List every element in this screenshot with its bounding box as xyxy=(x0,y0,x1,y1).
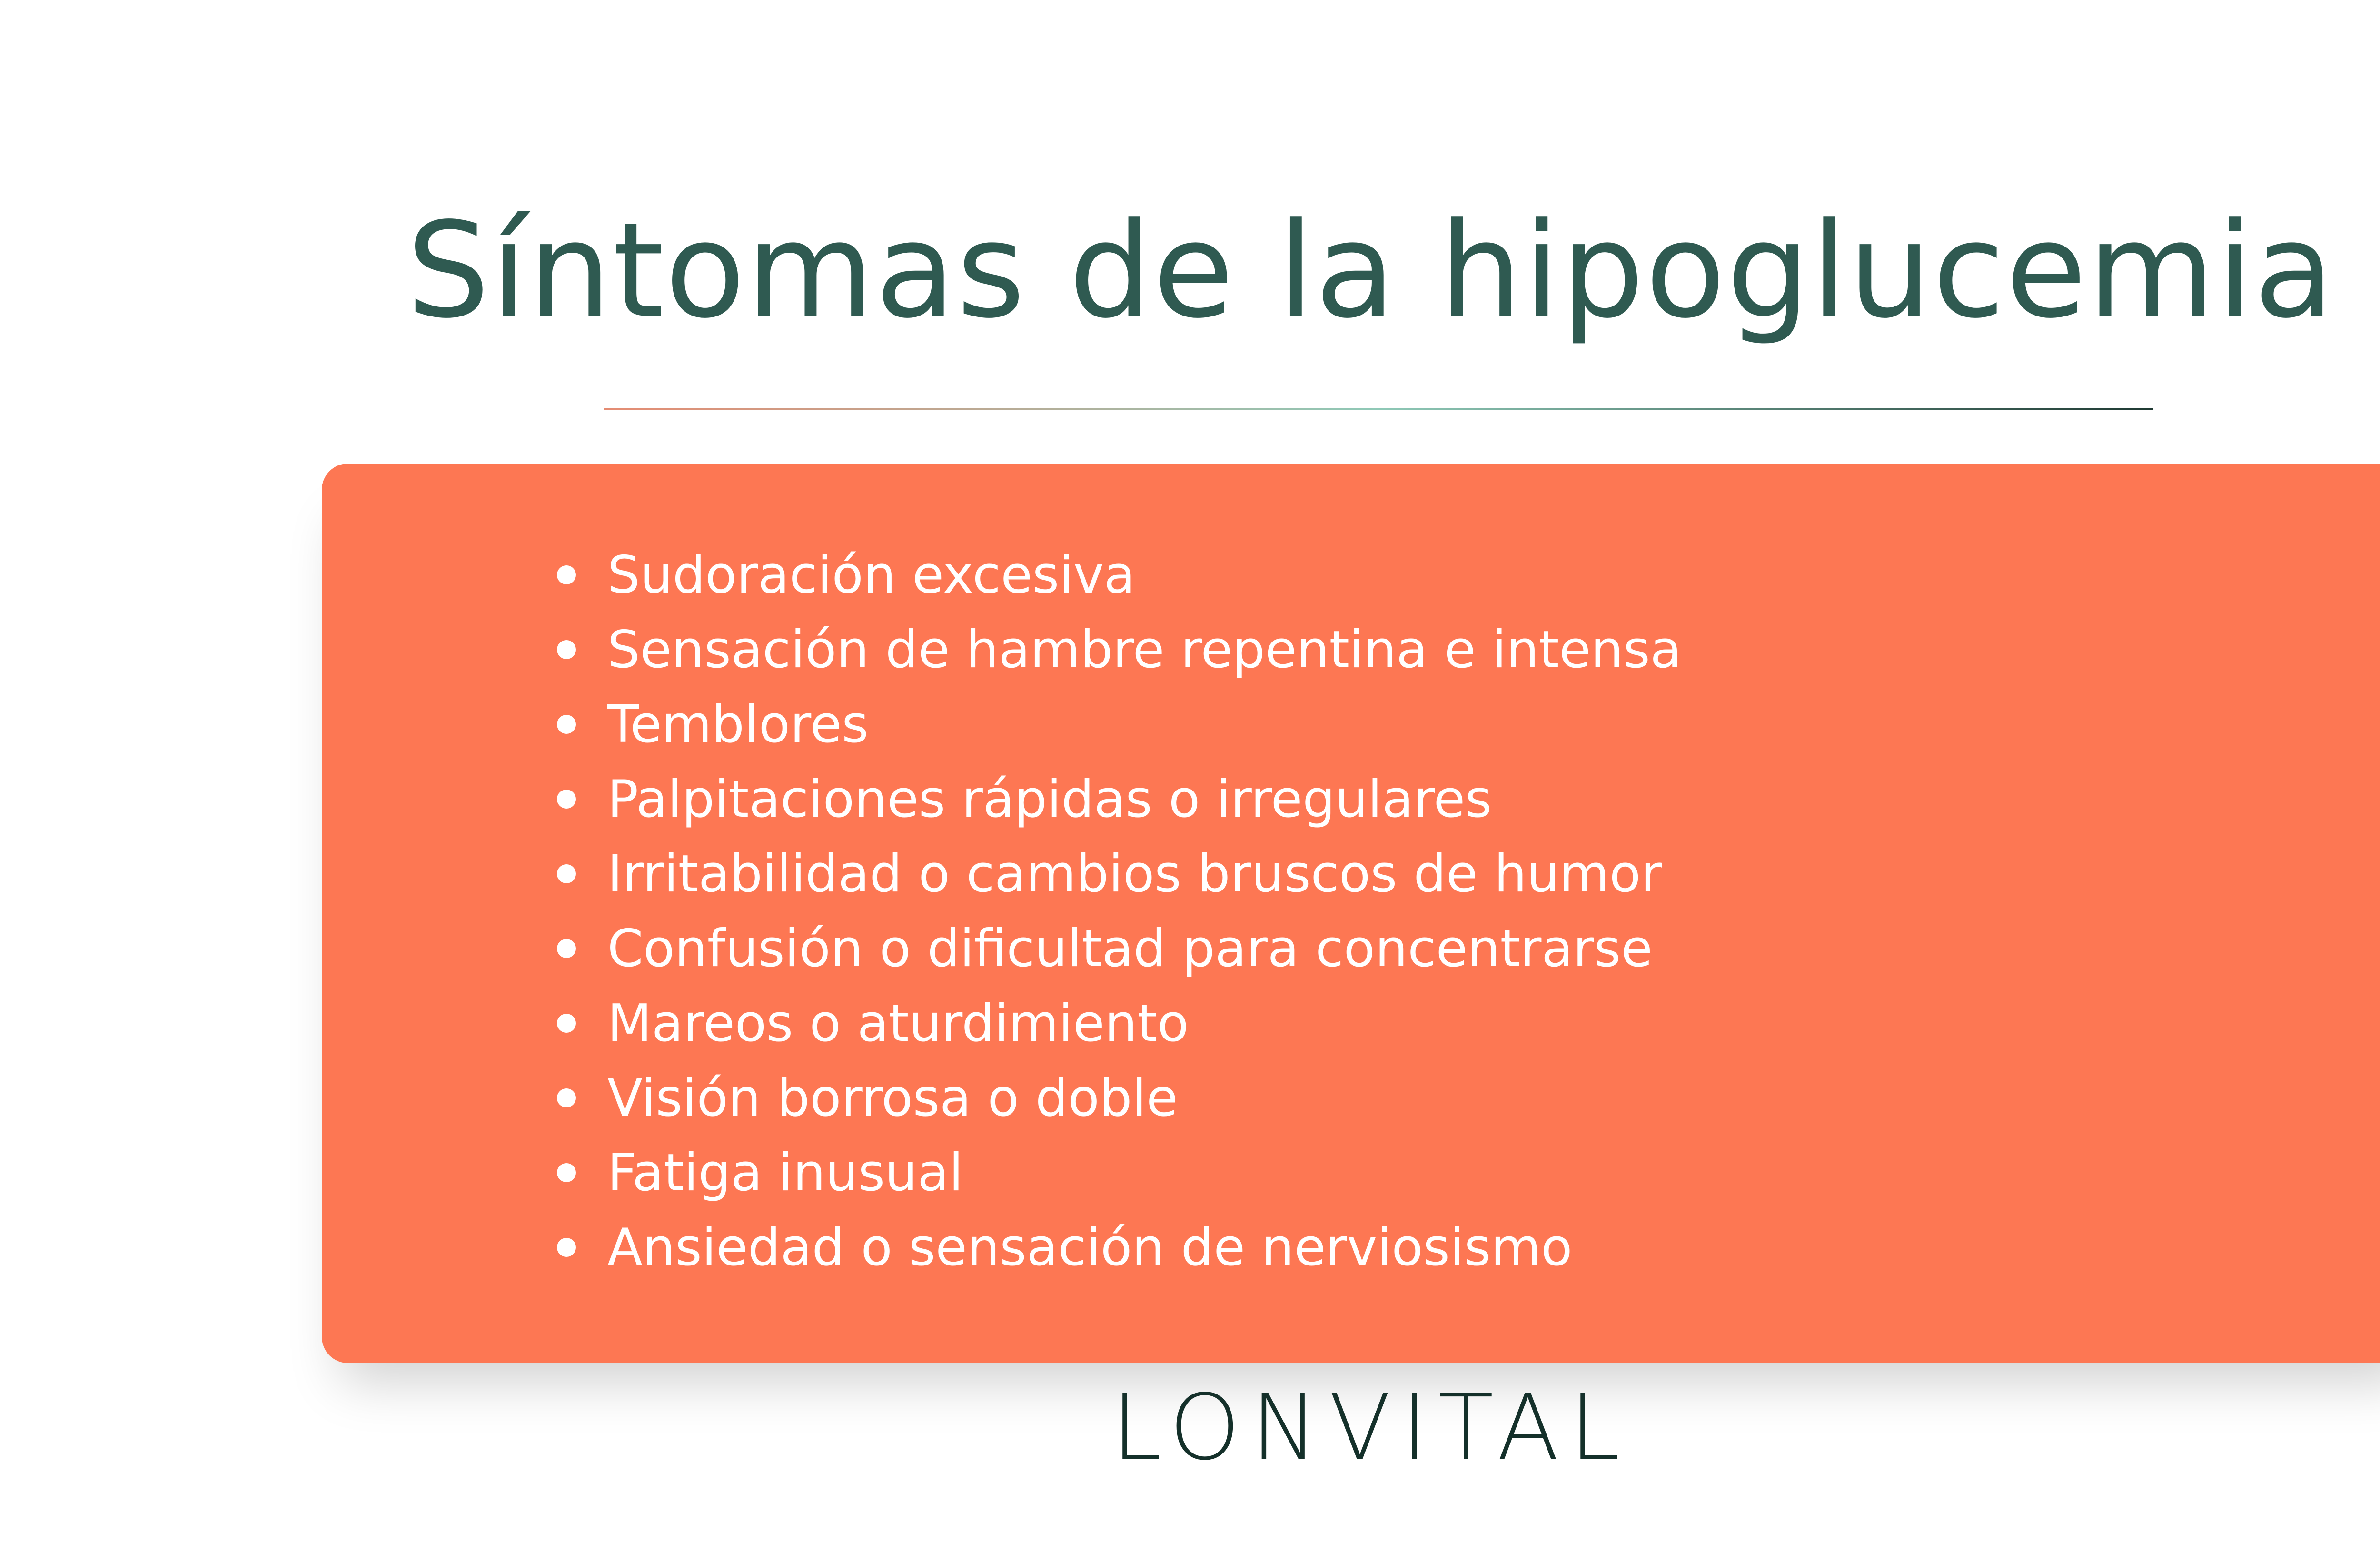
list-item xyxy=(607,1061,1682,1136)
list-item-text: Irritabilidad o cambios bruscos de humor xyxy=(607,844,1662,904)
brand-logo: LONVITAL xyxy=(1111,1375,1630,1480)
list-item xyxy=(607,613,1682,687)
list-item-text: Temblores xyxy=(607,695,869,754)
bullet-icon xyxy=(557,790,576,809)
list-item-text: Visión borrosa o doble xyxy=(607,1068,1178,1128)
bullet-icon xyxy=(557,565,576,584)
list-item-text: Palpitaciones rápidas o irregulares xyxy=(607,770,1492,829)
title-divider xyxy=(604,408,2153,410)
symptoms-list xyxy=(607,538,1682,1285)
bullet-icon xyxy=(557,864,576,883)
bullet-icon xyxy=(557,1238,576,1257)
list-item-text: Ansiedad o sensación de nerviosismo xyxy=(607,1218,1573,1277)
list-item-text: Confusión o dificultad para concentrarse xyxy=(607,919,1653,979)
bullet-icon xyxy=(557,640,576,659)
bullet-icon xyxy=(557,1088,576,1107)
page-title: Síntomas de la hipoglucemia xyxy=(406,195,2336,347)
list-item xyxy=(607,911,1682,986)
bullet-icon xyxy=(557,1014,576,1033)
list-item xyxy=(607,1136,1682,1210)
list-item xyxy=(607,1210,1682,1285)
list-item-text: Mareos o aturdimiento xyxy=(607,994,1189,1053)
list-item xyxy=(607,837,1682,911)
list-item xyxy=(607,538,1682,613)
bullet-icon xyxy=(557,939,576,958)
list-item-text: Fatiga inusual xyxy=(607,1143,963,1203)
list-item-text: Sudoración excesiva xyxy=(607,545,1136,605)
list-item xyxy=(607,762,1682,837)
list-item xyxy=(607,687,1682,762)
bullet-icon xyxy=(557,1163,576,1182)
list-item xyxy=(607,986,1682,1061)
list-item-text: Sensación de hambre repentina e intensa xyxy=(607,620,1682,680)
bullet-icon xyxy=(557,715,576,734)
